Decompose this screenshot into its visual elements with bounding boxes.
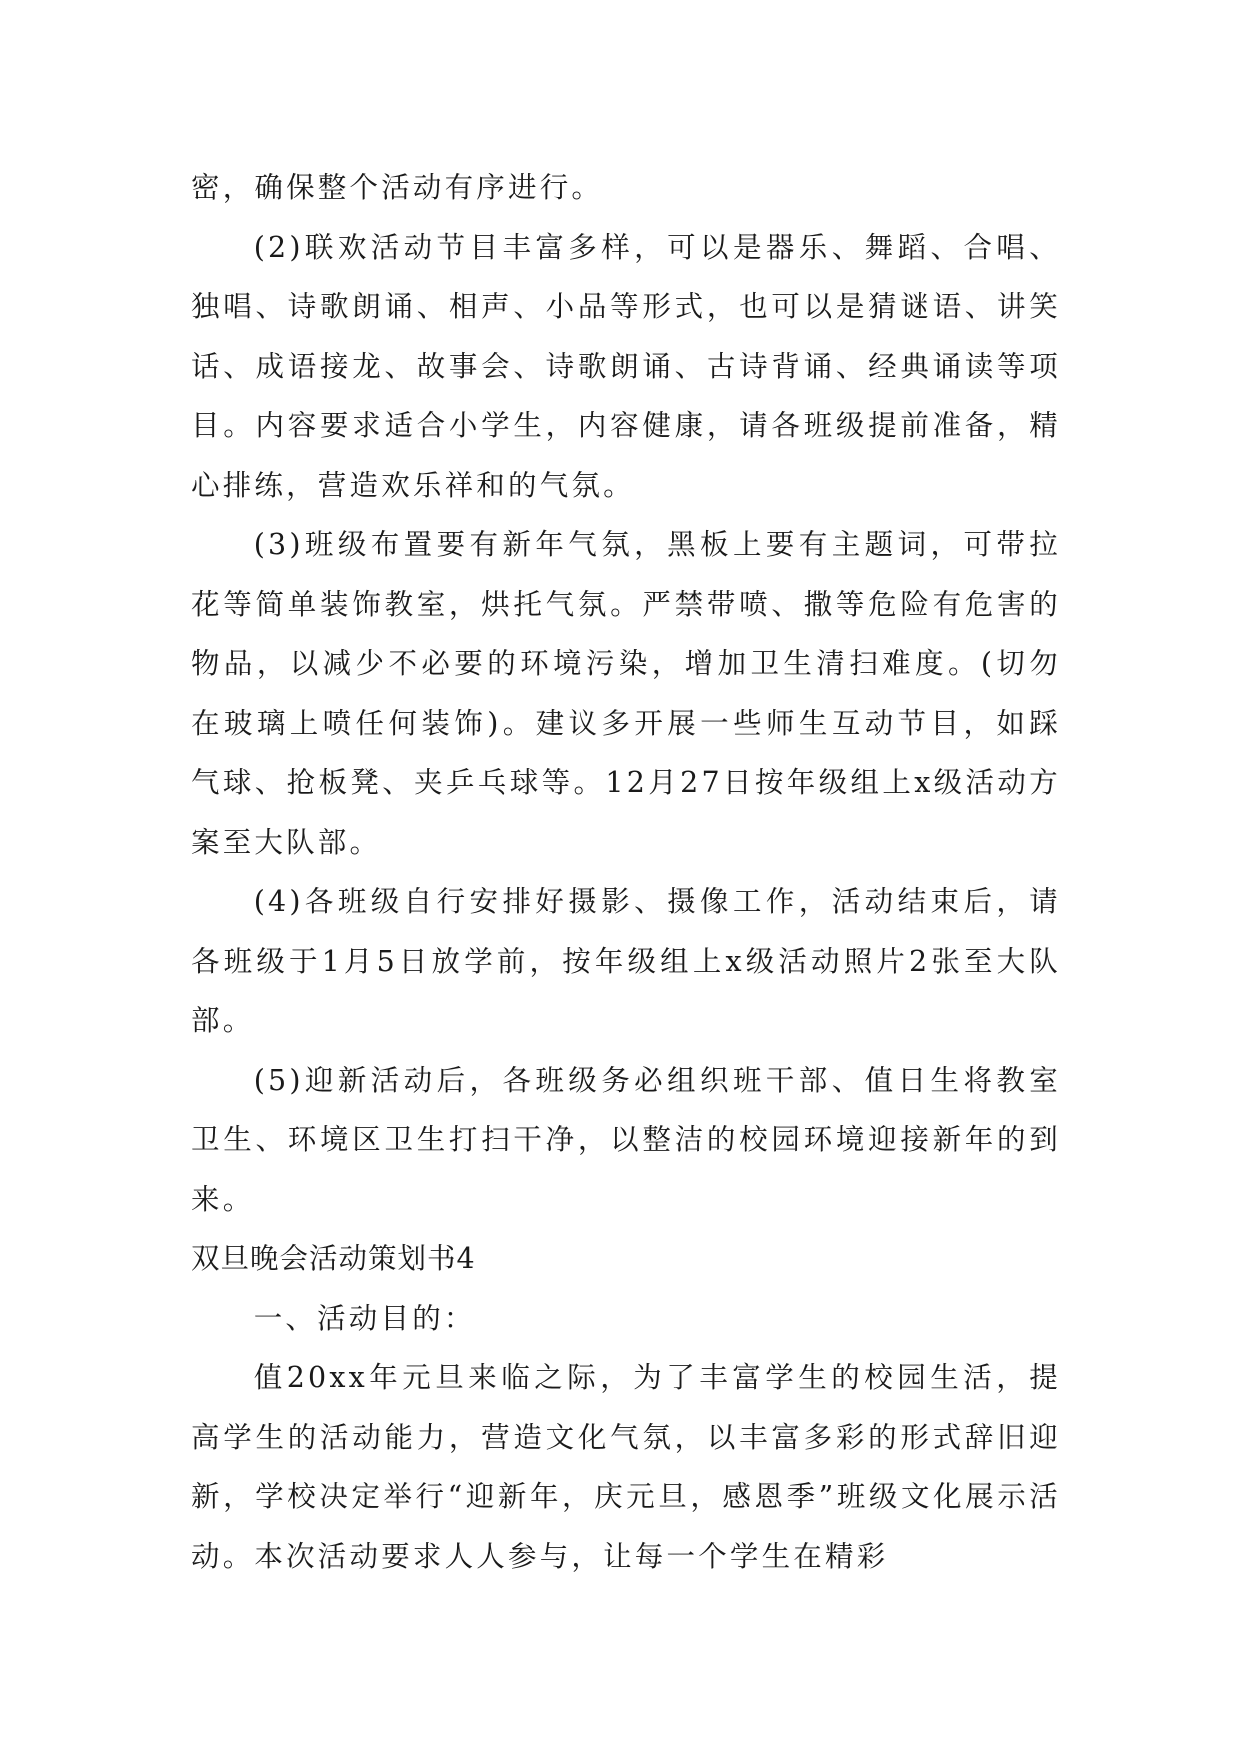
document-body bbox=[191, 158, 1061, 1586]
paragraph-item-3: (3)班级布置要有新年气氛，黑板上要有主题词，可带拉花等简单装饰教室，烘托气氛。严禁带喷、撒等危险有危害的物品，以减少不必要的环境污染，增加卫生清扫难度。(切勿在玻璃上喷任何装饰)。建议多开展一些师生互动节目，如踩气球、抢板凳、夹乒乓球等。12月27日按年级组上x级活动方案至大队部。 bbox=[191, 528, 1061, 859]
paragraph-item-4: (4)各班级自行安排好摄影、摄像工作，活动结束后，请各班级于1月5日放学前，按年级组上x级活动照片2张至大队部。 bbox=[191, 885, 1061, 1037]
section-title: 双旦晚会活动策划书4 bbox=[191, 1242, 476, 1275]
subsection-title: 一、活动目的： bbox=[253, 1301, 476, 1335]
paragraph-item-2: (2)联欢活动节目丰富多样，可以是器乐、舞蹈、合唱、独唱、诗歌朗诵、相声、小品等形式，也可以是猜谜语、讲笑话、成语接龙、故事会、诗歌朗诵、古诗背诵、经典诵读等项目。内容要求适合小学生，内容健康，请各班级提前准备，精心排练，营造欢乐祥和的气氛。 bbox=[191, 230, 1061, 502]
paragraph-purpose: 值20xx年元旦来临之际，为了丰富学生的校园生活，提高学生的活动能力，营造文化气氛，以丰富多彩的形式辞旧迎新，学校决定举行“迎新年，庆元旦，感恩季”班级文化展示活动。本次活动要求人人参与，让每一个学生在精彩 bbox=[191, 1361, 1061, 1573]
paragraph-continuation: 密，确保整个活动有序进行。 bbox=[191, 171, 604, 204]
paragraph-item-5: (5)迎新活动后，各班级务必组织班干部、值日生将教室卫生、环境区卫生打扫干净，以整洁的校园环境迎接新年的到来。 bbox=[191, 1063, 1061, 1216]
